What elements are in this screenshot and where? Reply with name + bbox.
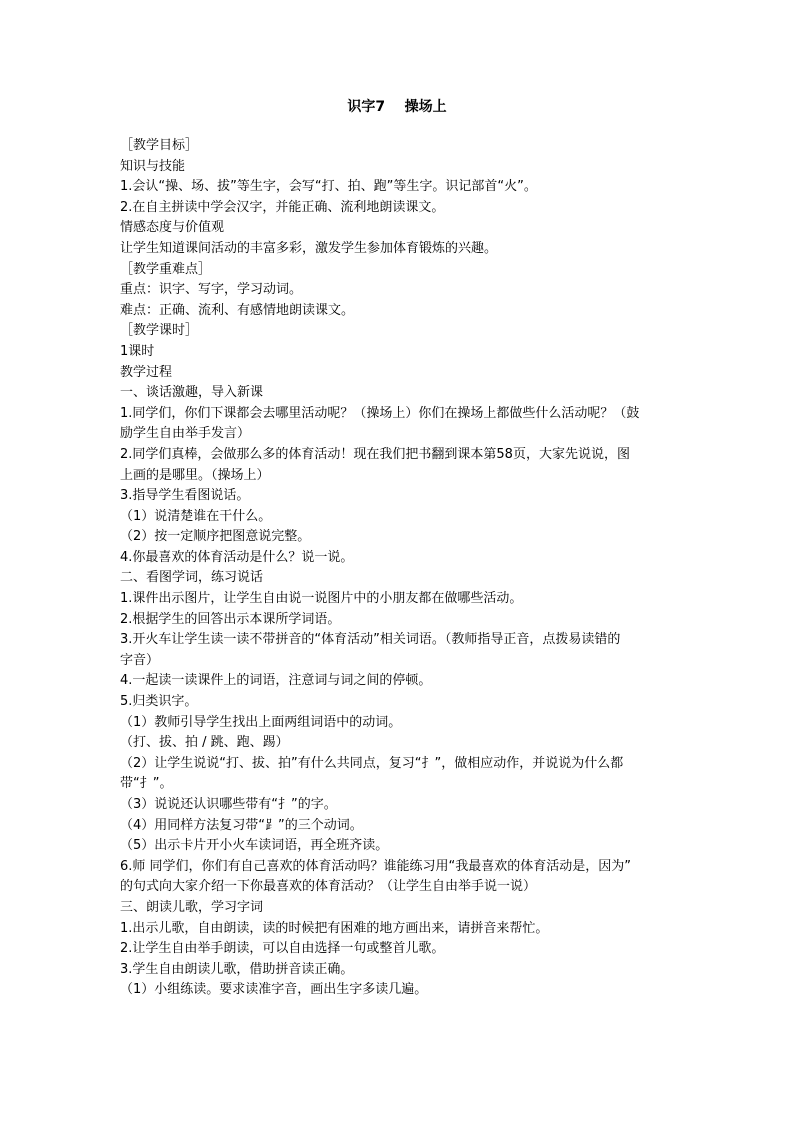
text-line: 1.课件出示图片，让学生自由说一说图片中的小朋友都在做哪些活动。	[120, 591, 523, 607]
text-line: ［教学课时］	[120, 323, 199, 339]
text-line: 1.出示儿歌，自由朗读，读的时候把有困难的地方画出来，请拼音来帮忙。	[120, 920, 549, 936]
text-line: 2.根据学生的回答出示本课所学词语。	[120, 611, 341, 627]
text-line: 上画的是哪里。（操场上）	[120, 467, 270, 483]
text-line: 2.同学们真棒，会做那么多的体育活动！现在我们把书翻到课本第58页，大家先说说，图	[120, 446, 630, 462]
document-body	[120, 136, 680, 1001]
text-line: 励学生自由举手发言）	[120, 426, 251, 442]
text-line: （1）小组练读。要求读准字音，画出生字多读几遍。	[120, 982, 428, 998]
text-line: 让学生知道课间活动的丰富多彩，激发学生参加体育锻炼的兴趣。	[120, 240, 498, 256]
text-line: （2）按一定顺序把图意说完整。	[120, 529, 311, 545]
text-line: 的句式向大家介绍一下你最喜欢的体育活动？（让学生自由举手说一说）	[120, 879, 537, 895]
text-line: 二、看图学词，练习说话	[120, 570, 264, 586]
text-line: 情感态度与价值观	[120, 220, 225, 236]
text-line: （4）用同样方法复习带“⻊”的三个动词。	[120, 817, 363, 833]
text-line: 1.会认“操、场、拔”等生字，会写“打、拍、跑”等生字。识记部首“火”。	[120, 179, 537, 195]
text-line: ［教学重难点］	[120, 261, 212, 277]
text-line: 2.让学生自由举手朗读，可以自由选择一句或整首儿歌。	[120, 941, 445, 957]
text-line: 3.指导学生看图说话。	[120, 488, 250, 504]
page-title: 识字7 操场上	[347, 99, 447, 115]
text-line: 3.开火车让学生读一读不带拼音的“体育活动”相关词语。（教师指导正音，点拨易读错的	[120, 632, 621, 648]
text-line: 字音）	[120, 652, 160, 668]
text-line: 重点：识字、写字，学习动词。	[120, 282, 303, 298]
text-line: （5）出示卡片开小火车读词语，再全班齐读。	[120, 838, 389, 854]
text-line: 教学过程	[120, 364, 173, 380]
text-line: 1课时	[120, 343, 155, 359]
text-line: 3.学生自由朗读儿歌，借助拼音读正确。	[120, 961, 354, 977]
text-line: （打、拔、拍 / 跳、跑、踢）	[120, 735, 289, 751]
text-line: （1）教师引导学生找出上面两组词语中的动词。	[120, 714, 402, 730]
text-line: 6.师 同学们，你们有自己喜欢的体育活动吗？谁能练习用“我最喜欢的体育活动是，因为”	[120, 858, 632, 874]
text-line: 三、朗读儿歌，学习字词	[120, 899, 264, 915]
text-line: 5.归类识字。	[120, 694, 198, 710]
text-line: 难点：正确、流利、有感情地朗读课文。	[120, 302, 355, 318]
text-line: （2）让学生说说“打、拔、拍”有什么共同点，复习“扌”，做相应动作，并说说为什么都	[120, 755, 624, 771]
text-line: 一、谈话激趣，导入新课	[120, 385, 264, 401]
text-line: 知识与技能	[120, 158, 186, 174]
text-line: 4.一起读一读课件上的词语，注意词与词之间的停顿。	[120, 673, 432, 689]
text-line: 1.同学们，你们下课都会去哪里活动呢？（操场上）你们在操场上都做些什么活动呢？（鼓	[120, 405, 640, 421]
text-line: （3）说说还认识哪些带有“扌”的字。	[120, 797, 337, 812]
text-line: 2.在自主拼读中学会汉字，并能正确、流利地朗读课文。	[120, 199, 445, 215]
text-line: 带“扌”。	[120, 776, 173, 792]
text-line: 4.你最喜欢的体育活动是什么？说一说。	[120, 549, 354, 565]
text-line: （1）说清楚谁在干什么。	[120, 508, 272, 524]
text-line: ［教学目标］	[120, 138, 199, 153]
